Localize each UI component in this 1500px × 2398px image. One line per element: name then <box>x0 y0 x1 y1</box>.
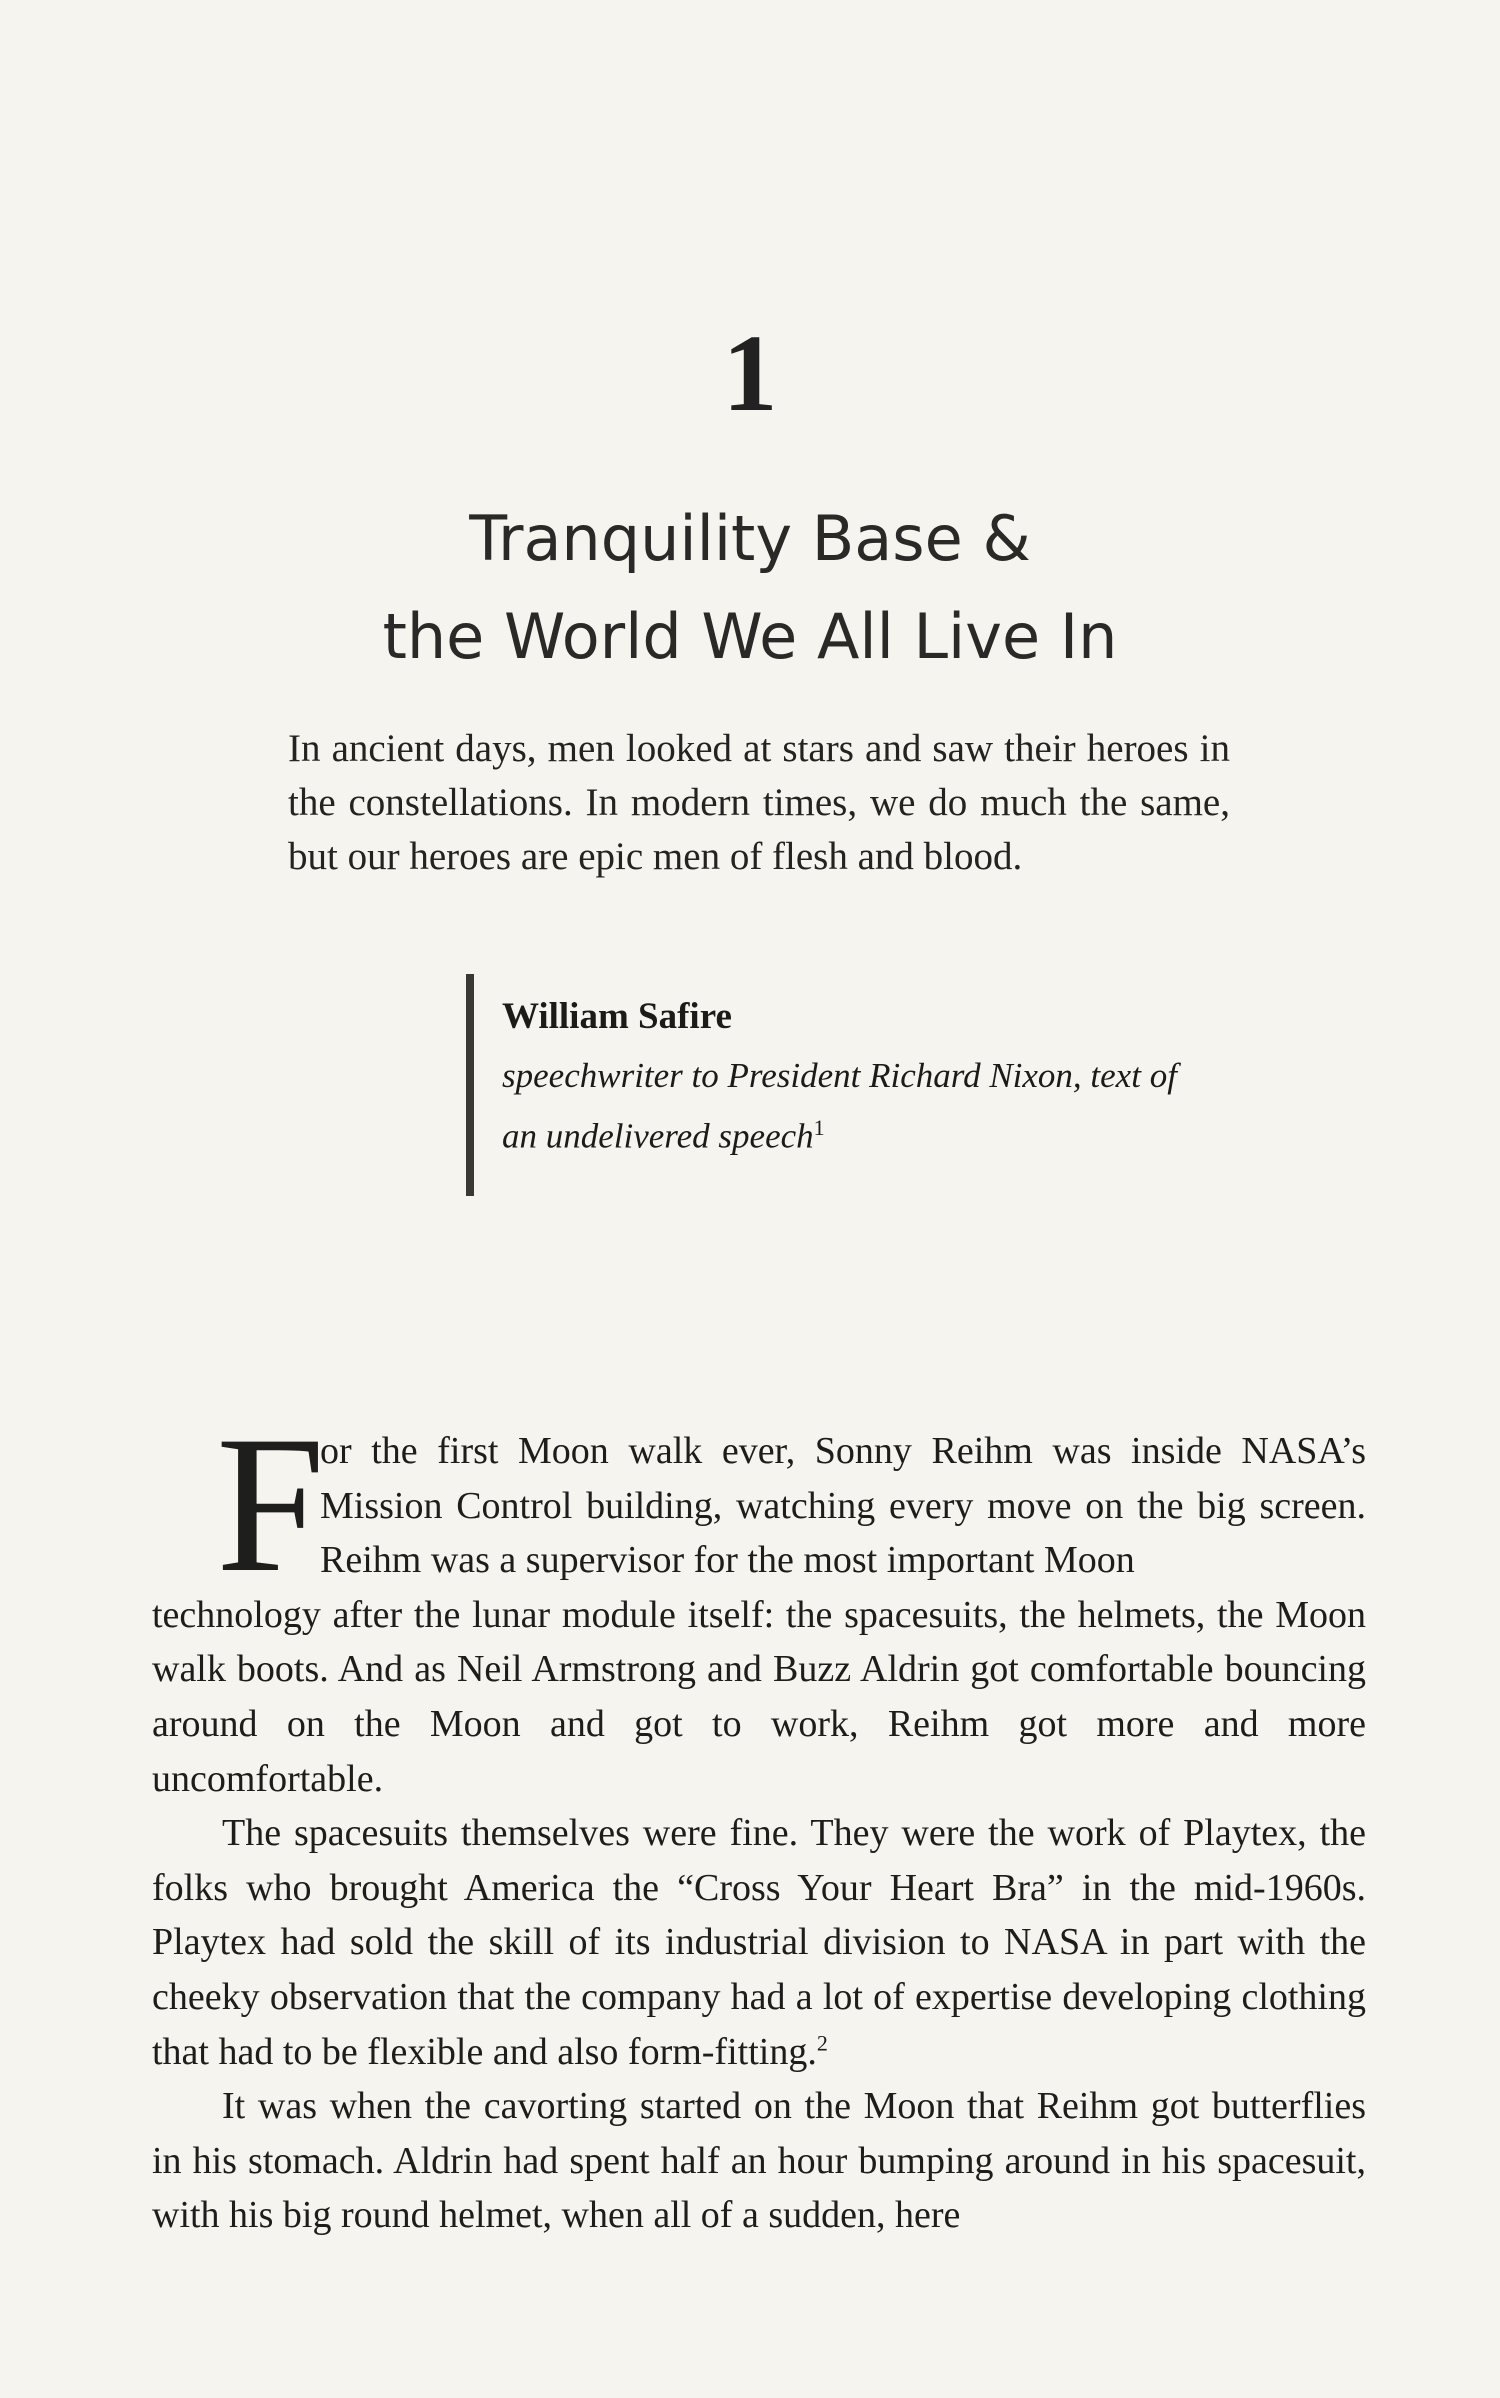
paragraph-2-text: The spacesuits themselves were fine. They were the work of Playtex, the folks who brought America the “Cross Your Heart Bra” in the mid-1960s. Playtex had sold the skill of its industrial division to NASA in part with the cheeky observation that the company had a lot of expertise developing clothing that had to be flexible and also form-fitting. <box>152 1812 1366 2073</box>
attribution-rule <box>466 974 474 1196</box>
drop-cap: F <box>216 1396 326 1613</box>
chapter-title-line-2: the World We All Live In <box>382 599 1118 673</box>
chapter-title-line-1: Tranquility Base & <box>469 501 1031 575</box>
epigraph-role-line-2-text: an undelivered speech <box>502 1116 814 1156</box>
chapter-number: 1 <box>722 312 778 434</box>
paragraph-3: It was when the cavorting started on the Moon that Reihm got butterflies in his stomach. Aldrin had spent half an hour bumping around in his spacesuit, with his big round helmet, when all of a sudden, here <box>152 2085 1366 2237</box>
epigraph-role-line-2 <box>502 1102 1242 1163</box>
epigraph-quote: In ancient days, men looked at stars and saw their heroes in the constellations. In modern times, we do much the same, but our heroes are epic men of flesh and blood. <box>288 727 1230 878</box>
footnote-marker-1: 1 <box>813 1115 825 1140</box>
paragraph-2 <box>152 1806 1366 2079</box>
paragraph-1-rest: technology after the lunar module itself: the spacesuits, the helmets, the Moon walk boots. And as Neil Armstrong and Buzz Aldrin got comfortable bouncing around on the Moon and got to work, Reihm got more and more uncomfortable. <box>152 1593 1366 1800</box>
epigraph-role-line-1: speechwriter to President Richard Nixon, text of <box>502 1056 1177 1095</box>
body-text <box>152 1396 1366 2243</box>
epigraph-author-role <box>502 1050 1242 1163</box>
paragraph-1-lead: or the first Moon walk ever, Sonny Reihm was inside NASA’s Mission Control building, watching every move on the big screen. Reihm was a supervisor for the most important Moon <box>320 1430 1366 1582</box>
paragraph-1 <box>152 1396 1366 1806</box>
chapter-title <box>0 490 1500 686</box>
epigraph-author: William Safire <box>502 996 732 1037</box>
footnote-marker-2: 2 <box>816 2029 828 2055</box>
